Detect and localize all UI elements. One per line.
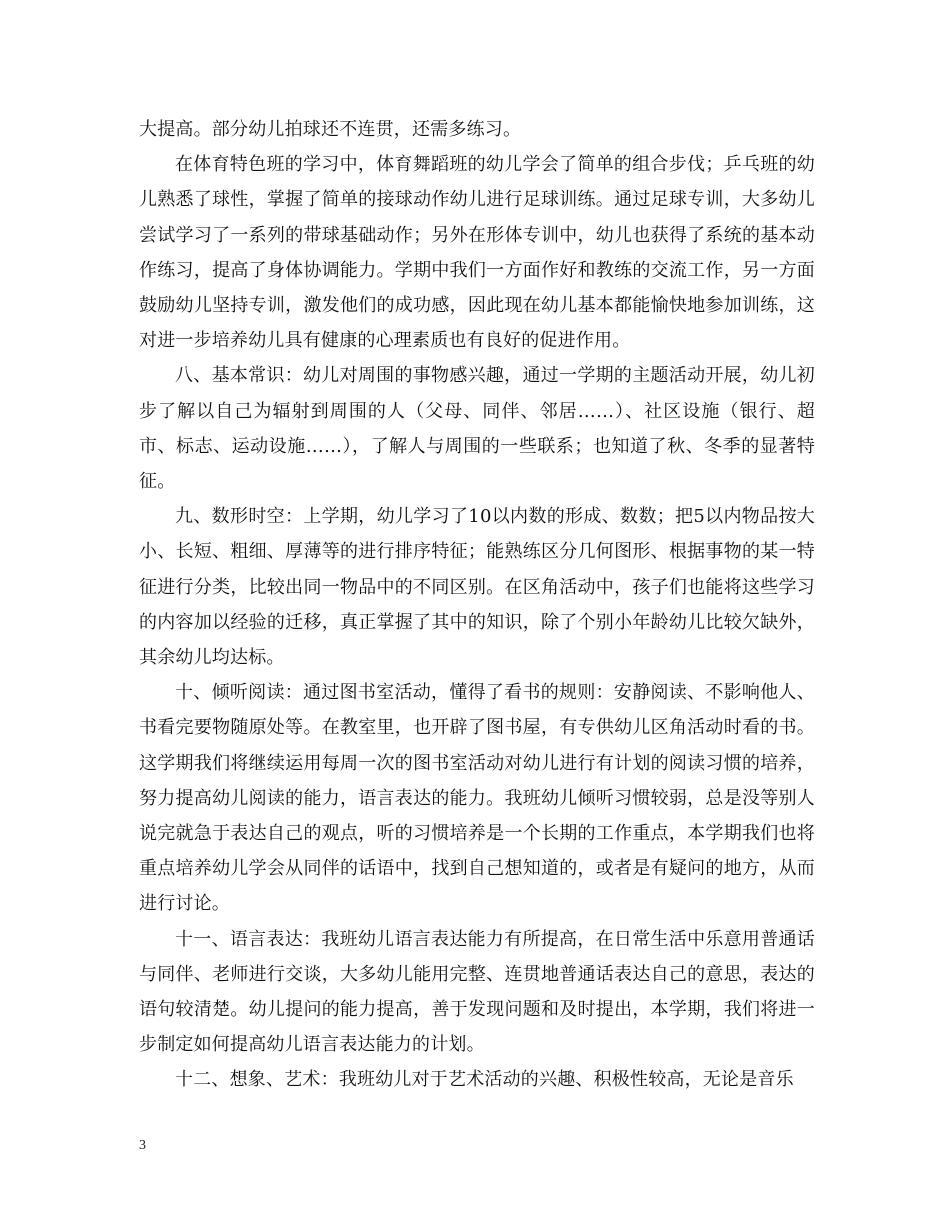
paragraph-imagination-art: 十二、想象、艺术：我班幼儿对于艺术活动的兴趣、积极性较高，无论是音乐 — [175, 1069, 794, 1091]
paragraph-listening-reading: 十、倾听阅读：通过图书室活动，懂得了看书的规则：安静阅读、不影响他人、书看完要物随原处等。在教室里，也开辟了图书屋，有专供幼儿区角活动时看的书。这学期我们将继续运用每周一次的图书室活动对幼儿进行有计划的阅读习惯的培养，努力提高幼儿阅读的能力，语言表达的能力。我班幼儿倾听习惯较弱，总是没等别人说完就急于表达自己的观点，听的习惯培养是一个长期的工作重点，本学期我们也将重点培养幼儿学会从同伴的话语中，找到自己想知道的，或者是有疑问的地方，从而进行讨论。 — [139, 682, 815, 915]
paragraph-continuation: 大提高。部分幼儿拍球还不连贯，还需多练习。 — [139, 119, 522, 140]
paragraph-number-shape: 九、数形时空：上学期，幼儿学习了10以内数的形成、数数；把5以内物品按大小、长短、粗细、厚薄等的进行排序特征；能熟练区分几何图形、根据事物的某一特征进行分类，比较出同一物品中的不同区别。在区角活动中，孩子们也能将这些学习的内容加以经验的迁移，真正掌握了其中的知识，除了个别小年龄幼儿比较欠缺外，其余幼儿均达标。 — [139, 506, 815, 669]
document-body — [139, 112, 815, 1098]
paragraph-language-expression: 十一、语言表达：我班幼儿语言表达能力有所提高，在日常生活中乐意用普通话与同伴、老师进行交谈，大多幼儿能用完整、连贯地普通话表达自己的意思，表达的语句较清楚。幼儿提问的能力提高，善于发现问题和及时提出，本学期，我们将进一步制定如何提高幼儿语言表达能力的计划。 — [139, 928, 815, 1056]
paragraph-basic-knowledge: 八、基本常识：幼儿对周围的事物感兴趣，通过一学期的主题活动开展，幼儿初步了解以自己为辐射到周围的人（父母、同伴、邻居……）、社区设施（银行、超市、标志、运动设施……），了解人与周围的一些联系；也知道了秋、冬季的显著特征。 — [139, 365, 815, 493]
paragraph-sports-class: 在体育特色班的学习中，体育舞蹈班的幼儿学会了简单的组合步伐；乒乓班的幼儿熟悉了球性，掌握了简单的接球动作幼儿进行足球训练。通过足球专训，大多幼儿尝试学习了一系列的带球基础动作；另外在形体专训中，幼儿也获得了系统的基本动作练习，提高了身体协调能力。学期中我们一方面作好和教练的交流工作，另一方面鼓励幼儿坚持专训，激发他们的成功感，因此现在幼儿基本都能愉快地参加训练，这对进一步培养幼儿具有健康的心理素质也有良好的促进作用。 — [139, 154, 815, 352]
page-number: 3 — [139, 1138, 146, 1153]
